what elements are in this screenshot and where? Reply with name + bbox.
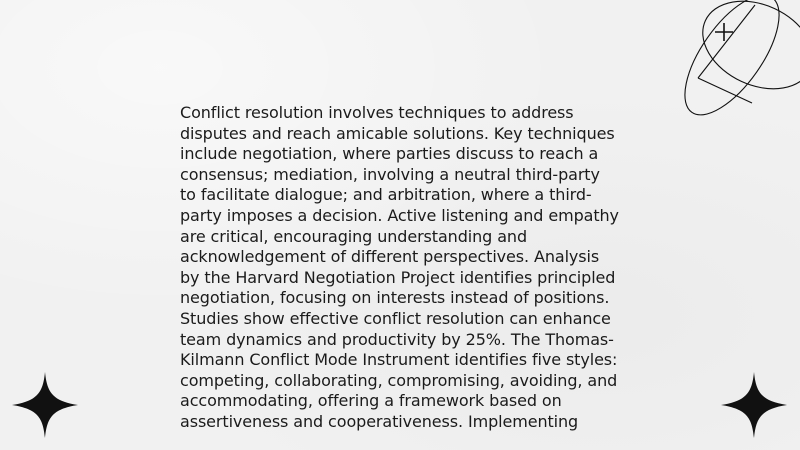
orbit-ellipse-outer — [670, 0, 797, 130]
slide-body-text: Conflict resolution involves techniques to address disputes and reach amicable solutions. Key techniques include negotiation, where parties discuss to reach a consensus; mediation, involving a neutral third-party to facilitate dialogue; and arbitration, where a third-party imposes a decision. Active listening and empathy are critical, encouraging understanding and acknowledgement of different perspectives. Analysis by the Harvard Negotiation Project identifies principled negotiation, focusing on interests instead of positions. Studies show effective conflict resolution can enhance team dynamics and productivity by 25%. The Thomas-Kilmann Conflict Mode Instrument identifies five styles: competing, collaborating, compromising, avoiding, and accommodating, offering a framework based on assertiveness and cooperativeness. Implementing — [180, 103, 619, 431]
four-point-star-icon — [12, 372, 78, 438]
four-point-star-icon — [721, 372, 787, 438]
orbit-ellipse-inner — [689, 0, 800, 106]
crosshair-icon — [715, 23, 733, 41]
orbit-line-art-icon — [670, 0, 800, 145]
orbit-line-lower — [698, 78, 752, 103]
